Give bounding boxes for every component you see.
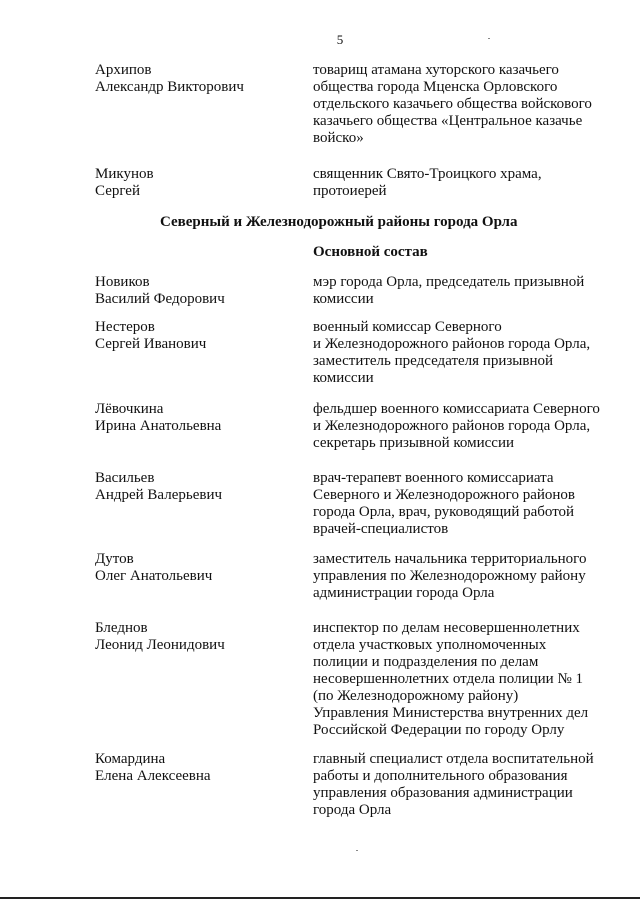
member-name [95,319,295,353]
role-line: товарищ атамана хуторского казачьего [313,62,559,78]
member-role [313,620,613,739]
member-role [313,401,613,452]
page-bottom-rule [0,897,640,899]
role-line: администрации города Орла [313,585,495,601]
role-line: работы и дополнительного образования [313,768,568,784]
role-line: отдела участковых уполномоченных [313,637,547,653]
role-line: полиции и подразделения по делам [313,654,539,670]
member-role [313,751,613,819]
surname: Микунов [95,166,154,182]
given-names: Леонид Леонидович [95,637,225,653]
section-heading: Северный и Железнодорожный районы города Орла [160,214,518,230]
scan-speck [488,38,490,39]
section-subheading: Основной состав [313,244,428,260]
surname: Комардина [95,751,166,767]
member-role [313,551,613,602]
role-line: инспектор по делам несовершеннолетних [313,620,580,636]
scan-speck [356,850,358,851]
member-role [313,274,613,308]
surname: Лёвочкина [95,401,164,417]
role-line: заместитель председателя призывной [313,353,553,369]
given-names: Ирина Анатольевна [95,418,222,434]
role-line: мэр города Орла, председатель призывной [313,274,585,290]
given-names: Олег Анатольевич [95,568,213,584]
role-line: города Орла, врач, руководящий работой [313,504,575,520]
role-line: военный комиссар Северного [313,319,502,335]
role-line: и Железнодорожного районов города Орла, [313,418,591,434]
surname: Новиков [95,274,150,290]
role-line: города Орла [313,802,392,818]
page-number: 5 [336,32,344,47]
surname: Васильев [95,470,155,486]
member-role [313,470,613,538]
surname: Бледнов [95,620,148,636]
given-names: Елена Алексеевна [95,768,211,784]
member-role [313,319,613,387]
role-line: врачей-специалистов [313,521,449,537]
role-line: протоиерей [313,183,387,199]
member-name [95,401,295,435]
role-line: врач-терапевт военного комиссариата [313,470,554,486]
role-line: фельдшер военного комиссариата Северного [313,401,600,417]
member-name [95,751,295,785]
given-names: Андрей Валерьевич [95,487,223,503]
given-names: Сергей [95,183,140,199]
role-line: главный специалист отдела воспитательной [313,751,594,767]
role-line: несовершеннолетних отдела полиции № 1 [313,671,584,687]
surname: Нестеров [95,319,155,335]
role-line: управления по Железнодорожному району [313,568,586,584]
member-role [313,166,613,200]
member-name [95,166,295,200]
role-line: войско» [313,130,364,146]
role-line: комиссии [313,370,374,386]
role-line: и Железнодорожного районов города Орла, [313,336,591,352]
role-line: священник Свято-Троицкого храма, [313,166,542,182]
member-role [313,62,613,147]
surname: Архипов [95,62,152,78]
role-line: управления образования администрации [313,785,573,801]
member-name [95,470,295,504]
role-line: Российской Федерации по городу Орлу [313,722,565,738]
member-name [95,620,295,654]
member-name [95,62,295,96]
given-names: Василий Федорович [95,291,225,307]
member-name [95,551,295,585]
role-line: общества города Мценска Орловского [313,79,558,95]
surname: Дутов [95,551,134,567]
role-line: отдельского казачьего общества войскового [313,96,592,112]
member-name [95,274,295,308]
role-line: секретарь призывной комиссии [313,435,515,451]
role-line: Северного и Железнодорожного районов [313,487,575,503]
role-line: Управления Министерства внутренних дел [313,705,589,721]
role-line: казачьего общества «Центральное казачье [313,113,583,129]
role-line: комиссии [313,291,374,307]
given-names: Александр Викторович [95,79,244,95]
role-line: (по Железнодорожному району) [313,688,519,704]
given-names: Сергей Иванович [95,336,207,352]
role-line: заместитель начальника территориального [313,551,587,567]
